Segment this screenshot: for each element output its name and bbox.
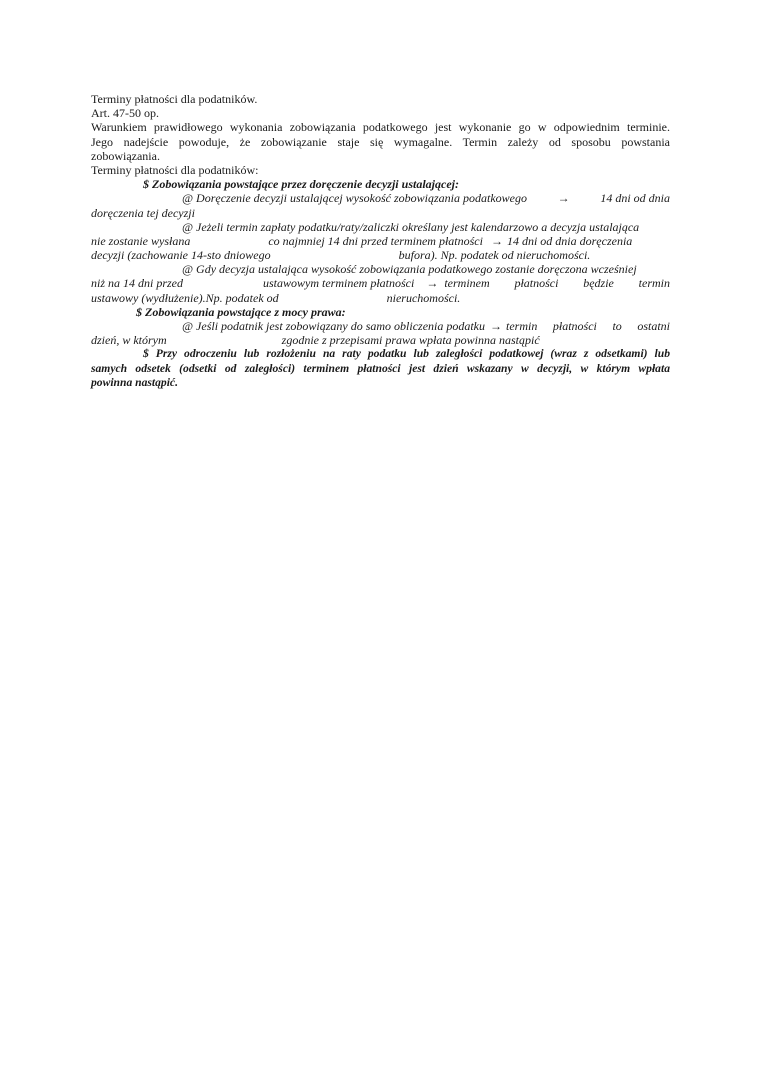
item-text: nieruchomości. [386,290,461,305]
item-text: 14 dni od dnia [600,191,670,206]
section-1-item-1 [91,191,670,205]
section-3-line-3: powinna nastąpić. [91,375,178,389]
item-text: @ Doręczenie decyzji ustalającej wysokość zobowiązania podatkowego [182,191,527,206]
section-1-item-3: @ Gdy decyzja ustalająca wysokość zobowiązania podatkowego zostanie doręczona wcześniej [182,262,637,277]
intro-line-3: zobowiązania. [91,148,160,163]
arrow-icon: → [490,233,503,248]
section-2-item-1 [91,319,670,333]
item-text: decyzji (zachowanie 14-sto dniowego [91,248,271,263]
item-text: termin płatności to ostatni [506,319,670,333]
doc-title: Terminy płatności dla podatników. [91,92,258,106]
item-text: co najmniej 14 dni przed terminem płatności [268,233,483,248]
section-2-heading: $ Zobowiązania powstające z mocy prawa: [136,304,346,319]
intro-line-2: Jego nadejście powoduje, że zobowiązanie staje się wymagalne. Termin zależy od sposobu powstania [91,134,670,149]
section-1-item-1-cont: doręczenia tej decyzji [91,205,195,220]
item-text: dzień, w którym [91,333,167,348]
arrow-icon: → [557,191,570,206]
article-ref: Art. 47-50 op. [91,106,159,121]
item-text: 14 dni od dnia doręczenia [506,233,633,248]
document-page [91,92,670,390]
arrow-icon: → [490,319,503,333]
section-1-item-3-cont [91,276,670,290]
section-1-item-2-cont-2 [91,248,670,262]
section-1-heading: $ Zobowiązania powstające przez doręczenie decyzji ustalającej: [143,177,459,192]
section-1-item-2: @ Jeżeli termin zapłaty podatku/raty/zaliczki określany jest kalendarzowo a decyzja ustalająca [182,219,640,234]
section-3-line-2: samych odsetek (odsetki od zaległości) terminem płatności jest dzień wskazany w decyzji, w którym wpłata [91,361,670,375]
item-text: ustawowym terminem płatności [263,276,415,291]
item-text: ustawowy (wydłużenie).Np. podatek od [91,290,279,305]
doc-subtitle: Terminy płatności dla podatników: [91,162,259,177]
arrow-icon: → [426,276,439,291]
intro-line-1: Warunkiem prawidłowego wykonania zobowiązania podatkowego jest wykonanie go w odpowiednim terminie. [91,120,670,135]
section-1-item-3-cont-2 [91,291,670,305]
item-text: bufora). Np. podatek od nieruchomości. [398,248,591,263]
item-text: nie zostanie wysłana [91,233,191,248]
item-text: zgodnie z przepisami prawa wpłata powinna nastąpić [281,333,540,348]
item-text: terminem płatności będzie termin [444,276,670,291]
section-1-item-2-cont [91,234,670,248]
section-2-item-1-cont [91,333,670,347]
section-3-line-1: $ Przy odroczeniu lub rozłożeniu na raty podatku lub zaległości podatkowej (wraz z odsetkami) lub [143,347,670,361]
item-text: niż na 14 dni przed [91,276,184,291]
item-text: @ Jeśli podatnik jest zobowiązany do samo obliczenia podatku [182,319,486,333]
